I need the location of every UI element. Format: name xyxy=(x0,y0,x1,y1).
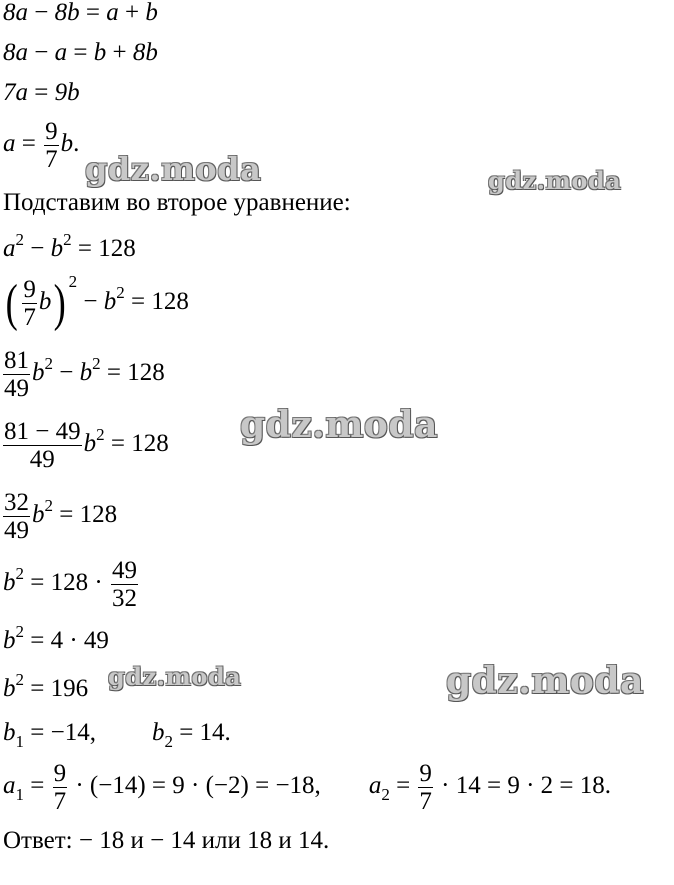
numerator: 9 xyxy=(45,118,58,145)
denominator: 49 xyxy=(4,375,29,402)
equals: = xyxy=(389,772,417,800)
exponent: 2 xyxy=(44,496,53,516)
answer-text: Ответ: − 18 и − 14 или 18 и 14. xyxy=(3,827,330,854)
term: b xyxy=(93,39,107,66)
numerator: 49 xyxy=(111,557,137,584)
term: a xyxy=(3,130,16,158)
rhs: · 14 = 9 · 2 = 18. xyxy=(434,772,612,800)
operator: + xyxy=(106,39,133,66)
numerator: 9 xyxy=(419,760,432,787)
watermark: gdz.moda xyxy=(85,150,262,188)
numerator: 32 xyxy=(4,489,29,516)
term: a xyxy=(3,235,16,262)
fraction xyxy=(53,760,68,815)
term: b xyxy=(32,501,45,529)
exponent: 2 xyxy=(63,230,72,249)
equals: = xyxy=(67,39,94,66)
fraction xyxy=(3,489,30,544)
equation-line-1 xyxy=(3,0,158,25)
operator: − xyxy=(28,0,55,26)
operator: + xyxy=(118,0,146,26)
term: b xyxy=(3,719,16,746)
numerator: 81 − 49 xyxy=(4,418,81,445)
equation-line-11 xyxy=(3,622,109,654)
subscript: 2 xyxy=(381,785,390,805)
term: 8b xyxy=(132,39,158,66)
denominator: 32 xyxy=(111,585,137,612)
subscript: 2 xyxy=(164,732,173,751)
term: 8a xyxy=(3,39,28,66)
denominator: 7 xyxy=(53,788,67,815)
rhs: = 14. xyxy=(172,719,231,746)
exponent: 2 xyxy=(68,272,78,292)
term: a xyxy=(3,772,16,800)
equation-line-2 xyxy=(3,40,158,65)
watermark: gdz.moda xyxy=(240,404,438,446)
period: . xyxy=(73,130,80,158)
equation-line-6 xyxy=(3,272,189,332)
denominator: 49 xyxy=(3,445,82,473)
exponent: 2 xyxy=(15,670,24,689)
term: 8a xyxy=(3,0,28,26)
equation-line-3 xyxy=(3,80,80,105)
watermark: gdz.moda xyxy=(446,660,644,702)
instruction-text: Подставим во второе уравнение: xyxy=(3,189,351,216)
watermark: gdz.moda xyxy=(108,662,242,691)
fraction xyxy=(3,418,82,473)
equals: = xyxy=(15,130,43,158)
fraction xyxy=(3,347,30,402)
term: b xyxy=(50,235,64,262)
term: 7a xyxy=(3,79,28,106)
denominator: 7 xyxy=(23,304,36,331)
exponent: 2 xyxy=(116,283,125,303)
exponent: 2 xyxy=(15,622,24,641)
term: 8b xyxy=(54,0,80,26)
equation-line-9 xyxy=(3,489,117,544)
equals: = xyxy=(28,79,55,106)
operator: − xyxy=(77,288,104,316)
exponent: 2 xyxy=(96,425,105,445)
equation-line-4 xyxy=(3,118,79,173)
equation-line-12 xyxy=(3,670,89,702)
denominator: 7 xyxy=(45,146,58,173)
fraction xyxy=(111,557,138,612)
term: b xyxy=(38,288,52,316)
watermark: gdz.moda xyxy=(488,166,622,195)
term: b xyxy=(79,359,93,387)
exponent: 2 xyxy=(92,354,101,374)
fraction xyxy=(44,118,59,173)
subscript: 1 xyxy=(15,732,24,751)
numerator: 81 xyxy=(4,347,29,374)
rhs: = 128 xyxy=(104,430,169,458)
operator: − xyxy=(24,235,51,262)
equation-line-13 xyxy=(3,719,231,751)
rhs: = 196 xyxy=(24,675,89,702)
rhs: = 128 xyxy=(124,288,189,316)
term: b xyxy=(145,0,158,26)
subscript: 1 xyxy=(15,785,24,805)
right-paren: ) xyxy=(53,274,67,332)
denominator: 49 xyxy=(4,517,29,544)
term: a xyxy=(54,39,68,66)
fraction xyxy=(22,276,37,331)
exponent: 2 xyxy=(15,230,24,249)
rhs: = 128 xyxy=(53,501,118,529)
term: a xyxy=(368,772,382,800)
rhs: = −14, xyxy=(24,719,96,746)
numerator: 9 xyxy=(23,276,36,303)
equals: = xyxy=(79,0,107,26)
rhs: = 128 xyxy=(71,235,136,262)
denominator: 7 xyxy=(419,788,432,815)
term: 9b xyxy=(54,79,80,106)
term: b xyxy=(32,359,45,387)
term: b xyxy=(151,719,165,746)
term: b xyxy=(3,675,16,702)
exponent: 2 xyxy=(44,354,53,374)
equation-line-10 xyxy=(3,557,140,612)
fraction xyxy=(418,760,433,815)
term: b xyxy=(83,430,97,458)
operator: − xyxy=(28,39,55,66)
rhs: · (−14) = 9 · (−2) = −18, xyxy=(69,772,321,800)
term: b xyxy=(60,130,74,158)
equals: = xyxy=(24,772,51,800)
term: b xyxy=(3,627,16,654)
exponent: 2 xyxy=(15,564,24,584)
term: b xyxy=(3,569,16,597)
rhs: = 128 · xyxy=(24,569,109,597)
numerator: 9 xyxy=(53,760,67,787)
equation-line-7 xyxy=(3,347,165,402)
operator: − xyxy=(53,359,80,387)
term: a xyxy=(106,0,119,26)
term: b xyxy=(103,288,117,316)
equation-line-14 xyxy=(3,760,611,815)
equation-line-5 xyxy=(3,230,136,262)
left-paren: ( xyxy=(5,274,18,332)
rhs: = 128 xyxy=(100,359,165,387)
equation-line-8 xyxy=(3,418,169,473)
rhs: = 4 · 49 xyxy=(24,627,109,654)
